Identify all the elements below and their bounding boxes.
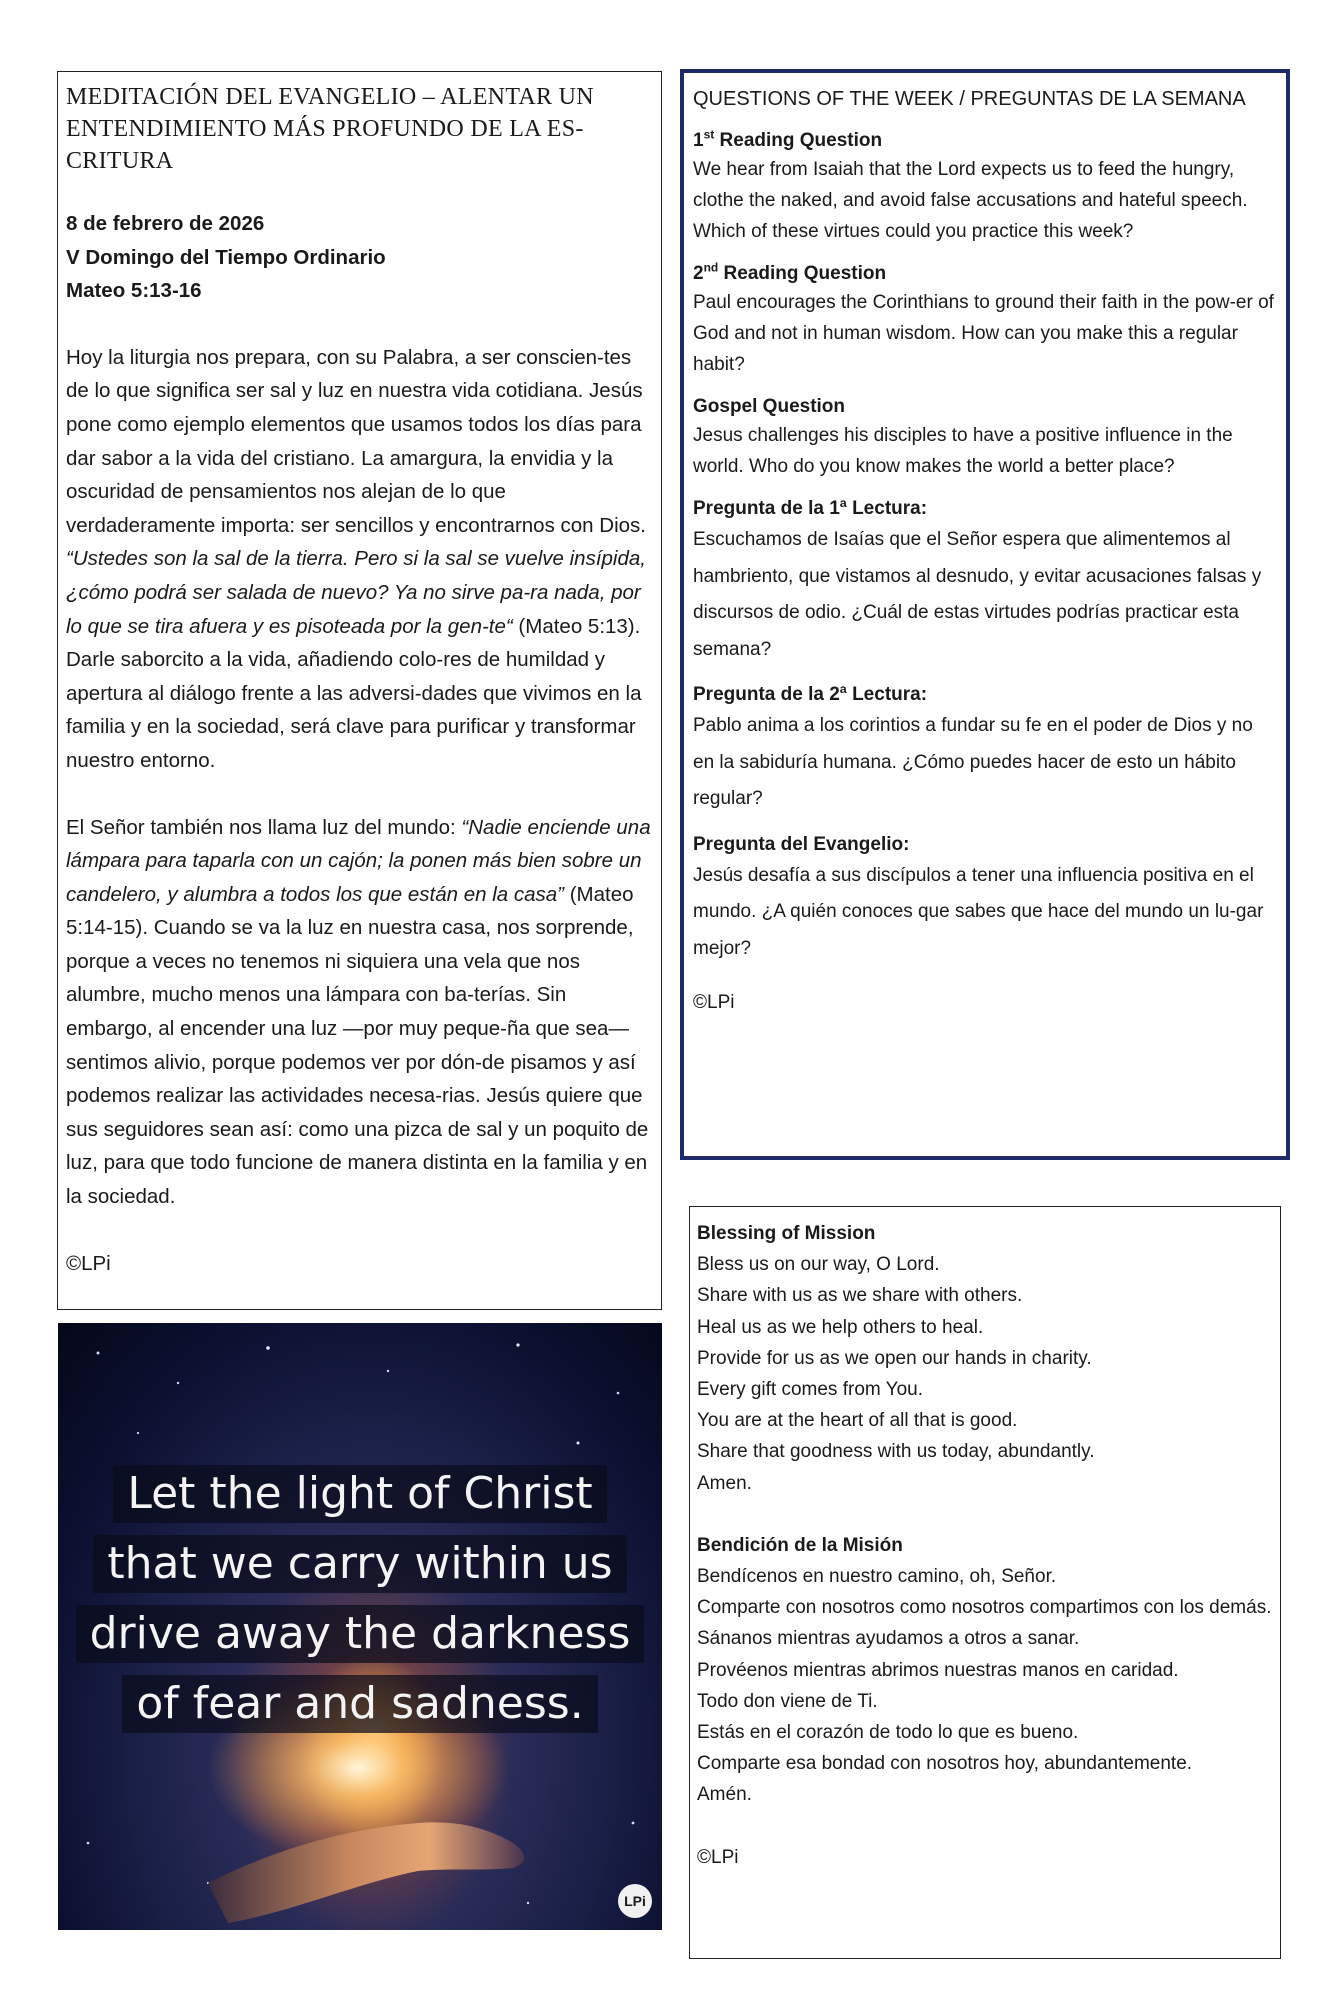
meditation-copyright: ©LPi: [66, 1251, 111, 1275]
blessing-en-line: Share that goodness with us today, abundantly.: [697, 1441, 1095, 1463]
meditation-sunday: V Domingo del Tiempo Ordinario: [66, 245, 386, 269]
poster-line: drive away the darkness: [76, 1605, 645, 1663]
blessing-en-line: Bless us on our way, O Lord.: [697, 1254, 940, 1276]
blessing-en-line: Heal us as we help others to heal.: [697, 1316, 984, 1338]
q1-number: 1: [693, 130, 704, 151]
blessing-es-line: Comparte esa bondad con nosotros hoy, abundantemente.: [697, 1753, 1193, 1775]
blessing-box: [689, 1206, 1281, 1959]
blessing-en-line: You are at the heart of all that is good.: [697, 1410, 1018, 1432]
blessing-es-line: Estás en el corazón de todo lo que es bueno.: [697, 1722, 1079, 1744]
paragraph-1-text-a: Hoy la liturgia nos prepara, con su Palabra, a ser conscien-tes de lo que significa ser sal y luz en nuestra vida cotidiana. Jesús pone como ejemplo elementos que usamos todos los días para dar sabor a la vida del cristiano. La amargura, la envidia y la oscuridad de pensamientos nos alejan de lo que verdaderamente importa: ser sencillos y encontrarnos con Dios.: [66, 345, 646, 537]
q2-ordinal: nd: [703, 260, 719, 275]
question-5-body: Pablo anima a los corintios a fundar su fe en el poder de Dios y no en la sabiduría humana. ¿Cómo puedes hacer de esto un hábito regular?: [693, 715, 1253, 809]
question-2-body: Paul encourages the Corinthians to ground their faith in the pow-er of God and not in human wisdom. How can you make this a regular habit?: [693, 292, 1274, 375]
blessing-es-line: Provéenos mientras abrimos nuestras manos en caridad.: [697, 1659, 1179, 1681]
question-3-body: Jesus challenges his disciples to have a positive influence in the world. Who do you know makes the world a better place?: [693, 425, 1233, 477]
paragraph-2-quote: “Nadie enciende una lámpara para taparla con un cajón; la ponen más bien sobre un candelero, y alumbra a todos los que están en la casa”: [66, 815, 651, 906]
q2-number: 2: [693, 263, 704, 284]
blessing-es-line: Comparte con nosotros como nosotros compartimos con los demás.: [697, 1597, 1272, 1619]
meditation-paragraph-1: [66, 341, 653, 778]
paragraph-2-text-b: (Mateo 5:14-15). Cuando se va la luz en nuestra casa, nos sorprende, porque a veces no tenemos ni siquiera una vela que nos alumbre, mucho menos una lámpara con ba-terías. Sin embargo, al encender una luz —por muy peque-ña que sea— sentimos alivio, porque podemos ver por dón-de pisamos y así podemos realizar las actividades necesa-rias. Jesús quiere que sus seguidores sean así: como una pizca de sal y un poquito de luz, para que todo funcione de manera distinta en la familia y en la sociedad.: [66, 882, 649, 1209]
paragraph-1-text-b: (Mateo 5:13). Darle saborcito a la vida, añadiendo colo-res de humildad y apertura al diálogo frente a las adversi-dades que vivimos en la familia y en la sociedad, será clave para purificar y transformar nuestro entorno.: [66, 614, 642, 772]
questions-copyright: ©LPi: [693, 992, 735, 1013]
question-6-body: Jesús desafía a sus discípulos a tener una influencia positiva en el mundo. ¿A quién conoces que sabes que hace del mundo un lu-gar mejor?: [693, 864, 1264, 959]
paragraph-2-text-a: El Señor también nos llama luz del mundo:: [66, 815, 462, 839]
open-hand: [208, 1822, 524, 1923]
q2-label: Reading Question: [718, 263, 887, 284]
lpi-logo-badge: LPi: [618, 1884, 652, 1918]
blessing-es-line: Bendícenos en nuestro camino, oh, Señor.: [697, 1566, 1057, 1588]
blessing-en-line: Amen.: [697, 1472, 752, 1494]
poster-line: of fear and sadness.: [122, 1675, 597, 1733]
meditation-reference: Mateo 5:13-16: [66, 279, 202, 303]
q1-label: Reading Question: [714, 130, 883, 151]
question-1-body: We hear from Isaiah that the Lord expects us to feed the hungry, clothe the naked, and avoid false accusations and hateful speech. Which of these virtues could you practice this week?: [693, 159, 1248, 242]
question-3-heading: Gospel Question: [693, 396, 846, 417]
question-1-heading: [693, 128, 1278, 154]
question-4-heading: Pregunta de la 1ª Lectura:: [693, 498, 928, 519]
question-5-heading: Pregunta de la 2ª Lectura:: [693, 684, 928, 705]
questions-title: QUESTIONS OF THE WEEK / PREGUNTAS DE LA SEMANA: [693, 88, 1246, 110]
blessing-es-line: Todo don viene de Ti.: [697, 1690, 878, 1712]
meditation-box: [57, 71, 662, 1310]
blessing-en-line: Provide for us as we open our hands in charity.: [697, 1347, 1092, 1369]
question-2-heading: [693, 261, 1278, 287]
blessing-en-line: Every gift comes from You.: [697, 1379, 923, 1401]
meditation-paragraph-2: [66, 811, 653, 1214]
blessing-copyright: ©LPi: [697, 1846, 739, 1868]
poster-line: that we carry within us: [93, 1535, 626, 1593]
blessing-en-title: Blessing of Mission: [697, 1223, 876, 1244]
poster-line: Let the light of Christ: [113, 1465, 606, 1523]
quote-poster-image: [58, 1323, 662, 1930]
blessing-es-line: Sánanos mientras ayudamos a otros a sanar.: [697, 1628, 1080, 1650]
questions-box: [680, 69, 1290, 1160]
blessing-es-line: Amén.: [697, 1784, 752, 1806]
blessing-es-title: Bendición de la Misión: [697, 1534, 903, 1556]
question-6-heading: Pregunta del Evangelio:: [693, 833, 910, 855]
q1-ordinal: st: [703, 127, 715, 142]
poster-quote: [58, 1465, 662, 1745]
paragraph-1-quote: “Ustedes son la sal de la tierra. Pero si la sal se vuelve insípida, ¿cómo podrá ser salada de nuevo? Ya no sirve pa-ra nada, por lo que se tira afuera y es pisoteada por la gen-te“: [66, 547, 646, 638]
blessing-en-line: Share with us as we share with others.: [697, 1285, 1023, 1307]
meditation-date: 8 de febrero de 2026: [66, 212, 265, 235]
question-4-body: Escuchamos de Isaías que el Señor espera que alimentemos al hambriento, que vistamos al desnudo, y evitar acusaciones falsas y discursos de odio. ¿Cuál de estas virtudes podrías practicar esta semana?: [693, 529, 1262, 660]
meditation-title: MEDITACIÓN DEL EVANGELIO – ALENTAR UN ENTENDIMIENTO MÁS PROFUNDO DE LA ES-CRITURA: [66, 84, 594, 174]
